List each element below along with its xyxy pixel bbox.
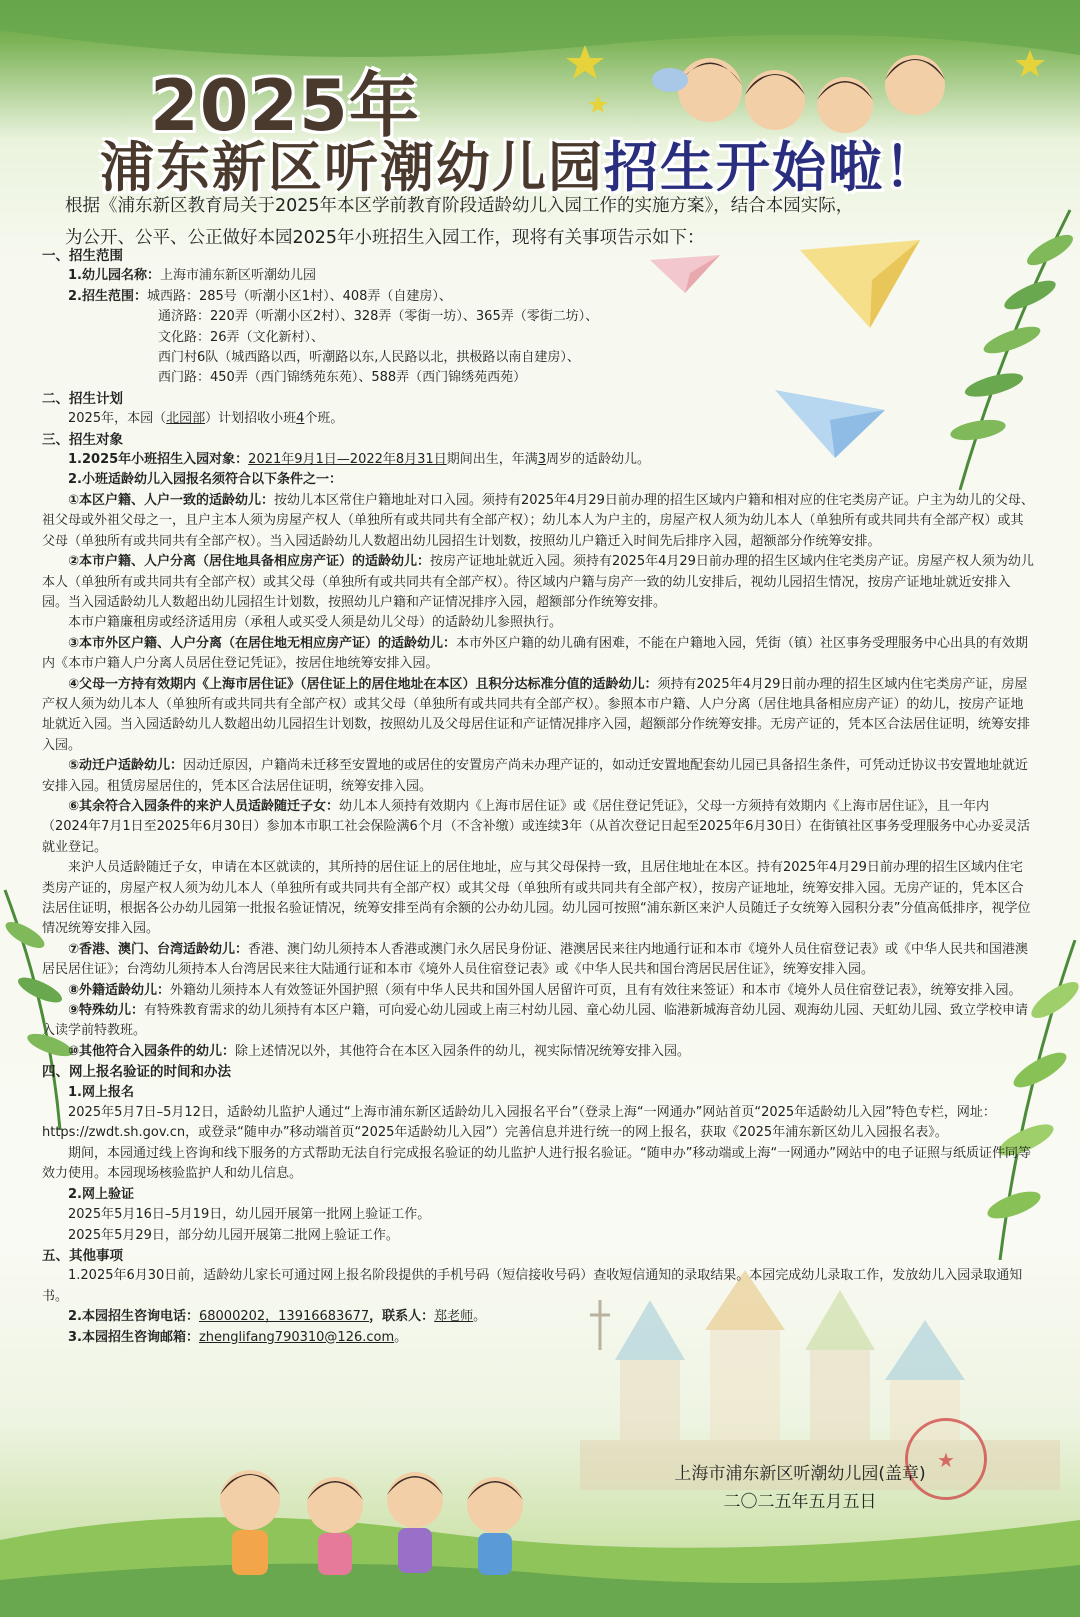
condition-7 [42,940,1034,981]
section-heading-plan: 二、招生计划 [42,390,123,407]
contact-email [42,1328,1034,1348]
signature-date: 二〇二五年五月五日 [723,1492,877,1512]
condition-text: 除上述情况以外，其他符合在本区入园条件的幼儿，视实际情况统筹安排入园。 [235,1043,691,1059]
section-heading-online: 四、网上报名验证的时间和办法 [42,1064,231,1081]
range-label: 2.招生范围： [68,288,147,304]
intro-line-2: 为公开、公平、公正做好本园2025年小班招生入园工作，现将有关事项告示如下： [65,228,705,248]
condition-10 [42,1042,1034,1062]
condition-text: 须持有2025年4月29日前办理的招生区域内住宅类房产证，房屋产权人须为幼儿本人（单独所有或共同共有全部产权）或其父母（单独所有或共同共有全部产权）。参照本市户籍、人户分离（居住地具备相应房产证）的幼儿，按房产证地址就近入园。当入园适龄幼儿人数超出幼儿园招生计划数，按照幼儿及父母居住证和产证情况排序入园，超额部分作统筹安排。无房产证的，凭本区合法居住证明，统筹安排入园。 [42,676,1031,753]
condition-title: ⑤动迁户适龄幼儿： [68,758,184,774]
online-registration-label: 1.网上报名 [68,1084,134,1100]
condition-title: ④父母一方持有效期内《上海市居住证》（居住证上的居住地址在本区）且积分达标准分值的适龄幼儿： [68,676,658,692]
children-cartoon-bottom [200,1460,560,1590]
seal-star-icon: ★ [937,1448,955,1472]
condition-title: ①本区户籍、人户一致的适龄幼儿： [68,492,275,508]
condition-3 [42,634,1034,675]
plan-text [42,409,1034,429]
condition-title: ③本市外区户籍、人户分离（在居住地无相应房产证）的适龄幼儿： [68,635,457,651]
children-cartoon-top [650,30,980,140]
target-age-years: 3 [537,452,546,468]
title-enrollment: 招生开始啦！ [604,136,940,199]
star-icon [566,45,604,79]
kindergarten-name [42,266,1034,286]
condition-text: 香港、澳门幼儿须持本人香港或澳门永久居民身份证、港澳居民来往内地通行证和本市《境外人员住宿登记表》或《中华人民共和国港澳居民居住证》；台湾幼儿须持本人台湾居民来往大陆通行证和本市《境外人员住宿登记表》或《中华人民共和国台湾居民居住证》，统筹安排入园。 [42,941,1029,978]
condition-text: 因动迁原因，户籍尚未迁移至安置地的或居住的安置房产尚未办理产证的，如动迁安置地配套幼儿园已具备招生条件，可凭动迁协议书安置地址就近安排入园。租赁房屋居住的，凭本区合法居住证明，统筹安排入园。 [42,758,1029,794]
range-line: 西门路：450弄（西门锦绣苑东苑）、588弄（西门锦绣苑西苑） [158,370,527,386]
condition-title: ⑧外籍适龄幼儿： [68,982,171,998]
plan-campus: 北园部 [166,411,206,427]
contact-email-label: 3.本园招生咨询邮箱： [68,1329,199,1345]
contact-phone-numbers[interactable]: 68000202，13916683677 [198,1309,370,1325]
plan-text-part: 个班。 [304,411,344,427]
condition-4 [42,675,1034,757]
contact-phone [42,1307,1034,1327]
intro-line-1: 根据《浦东新区教育局关于2025年本区学前教育阶段适龄幼儿入园工作的实施方案》，结合本园实际， [65,196,854,216]
notice-body [42,246,1034,1348]
condition-title: ②本市户籍、人户分离（居住地具备相应房产证）的适龄幼儿： [68,554,431,570]
star-icon [1015,50,1045,77]
condition-title: ⑩其他符合入园条件的幼儿： [68,1043,236,1059]
condition-6-extra: 来沪人员适龄随迁子女，申请在本区就读的，其所持的居住证上的居住地址，应与其父母保持一致，且居住地址在本区。持有2025年4月29日前办理的招生区域内住宅类房产证的，房屋产权人须为幼儿本人（单独所有或共同共有全部产权）或其父母（单独所有或共同共有全部产权），按房产证地址，统筹安排入园。无房产证的，凭本区合法居住证明，根据各公办幼儿园第一批报名验证情况，统筹安排至尚有余额的公办幼儿园。幼儿园可按照“浦东新区来沪人员随迁子女统筹入园积分表”分值高低排序，视学位情况统筹安排入园。 [42,860,1031,937]
condition-title: ⑦香港、澳门、台湾适龄幼儿： [68,941,249,957]
kindergarten-name-value: 上海市浦东新区听潮幼儿园 [159,268,316,284]
range-value: 城西路：285号（听潮小区1村）、408弄（自建房）、 [146,288,452,304]
condition-5 [42,756,1034,797]
star-icon [588,95,608,113]
condition-text: 幼儿本人须持有效期内《上海市居住证》或《居住登记凭证》，父母一方须持有效期内《上海市居住证》，且一年内（2024年7月1日至2025年6月30日）参加本市职工社会保险满6个月（不含补缴）或连续3年（从首次登记日起至2025年6月30日）在街镇社区事务受理服务中心办妥灵活就业登记。 [42,798,1030,855]
title-kindergarten: 浦东新区听潮幼儿园 [100,136,604,199]
condition-text: 本市外区户籍的幼儿确有困难，不能在户籍地入园，凭街（镇）社区事务受理服务中心出具的有效期内《本市户籍人户分离人员居住登记凭证》，按居住地统筹安排入园。 [42,635,1029,672]
contact-email-address[interactable]: zhenglifang790310@126.com [198,1329,395,1345]
condition-2-extra: 本市户籍廉租房或经济适用房（承租人或买受人须是幼儿父母）的适龄幼儿参照执行。 [68,615,563,631]
signature [650,1460,950,1516]
condition-1 [42,491,1034,552]
plan-text-part: ）计划招收小班 [205,411,297,427]
admission-result-text: 1.2025年6月30日前，适龄幼儿家长可通过网上报名阶段提供的手机号码（短信接收号码）查收短信通知的录取结果。本园完成幼儿录取工作，发放幼儿入园录取通知书。 [42,1268,1023,1304]
target-age-text: 周岁的适龄幼儿。 [546,452,651,468]
plan-text-part: 2025年，本园（ [68,411,167,427]
range-line: 文化路：26弄（文化新村）、 [158,329,325,345]
contact-email-end: 。 [394,1329,408,1345]
section-heading-scope: 一、招生范围 [42,248,123,264]
online-registration-text: 2025年5月7日–5月12日，适龄幼儿监护人通过“上海市浦东新区适龄幼儿入园报名平台”（登录上海“一网通办”网站首页“2025年适龄幼儿入园”特色专栏，网址：https://zwdt.sh.gov.cn，或登录“随申办”移动端首页“2025年适龄幼儿入园”）完善信息并进行统一的网上报名，获取《2025年浦东新区幼儿入园报名表》。 [42,1105,996,1141]
online-assistance-text: 期间，本园通过线上咨询和线下服务的方式帮助无法自行完成报名验证的幼儿监护人进行报名验证。“随申办”移动端或上海“一网通办”网站中的电子证照与纸质证件同等效力使用。本园现场核验监护人和幼儿信息。 [42,1145,1031,1182]
verification-batch-2: 2025年5月29日，部分幼儿园开展第二批网上验证工作。 [68,1227,399,1243]
contact-phone-label: 2.本园招生咨询电话： [68,1309,199,1325]
range-line: 通济路：220弄（听潮小区2村）、328弄（零街一坊）、365弄（零街二坊）、 [158,309,599,325]
condition-title: ⑥其余符合入园条件的来沪人员适龄随迁子女： [68,798,340,814]
range-line: 西门村6队（城西路以西，听潮路以东,人民路以北，拱极路以南自建房）、 [158,350,580,366]
verification-batch-1: 2025年5月16日–5月19日，幼儿园开展第一批网上验证工作。 [68,1207,431,1223]
section-heading-other: 五、其他事项 [42,1247,123,1264]
signature-org: 上海市浦东新区听潮幼儿园(盖章) [674,1464,926,1484]
condition-6 [42,797,1034,858]
kindergarten-name-label: 1.幼儿园名称： [68,268,160,284]
section-heading-targets: 三、招生对象 [42,431,123,448]
plan-class-count: 4 [296,411,305,427]
range-line [42,287,1034,307]
condition-9 [42,1001,1034,1042]
contact-person: 郑老师 [434,1309,474,1325]
contact-person-label: ，联系人： [369,1309,435,1325]
condition-8 [42,981,1034,1001]
year-title: 2025年 [150,65,420,147]
condition-2 [42,552,1034,613]
condition-text: 按房产证地址就近入园。须持有2025年4月29日前办理的招生区域内住宅类房产证。房屋产权人须为幼儿本人（单独所有或共同共有全部产权）或其父母（单独所有或共同共有全部产权）。待区域内户籍与房产一致的幼儿安排后，视幼儿园招生情况，按房产证地址就近安排入园。当入园适龄幼儿人数超出幼儿园招生计划数，按照幼儿户籍和产证情况排序入园，超额部分作统筹安排。 [42,554,1034,610]
target-birth-dates: 2021年9月1日—2022年8月31日 [248,452,447,468]
condition-text: 按幼儿本区常住户籍地址对口入园。须持有2025年4月29日前办理的招生区域内户籍和相对应的住宅类房产证。户主为幼儿的父母、祖父母或外祖父母之一，且户主本人须为房屋产权人（单独所有或共同共有全部产权）；幼儿本人为户主的，房屋产权人须为幼儿本人（单独所有或共同共有全部产权）或其父母（单独所有或共同共有全部产权）。当入园适龄幼儿人数超出幼儿园招生计划数，按照幼儿户籍迁入时间先后排序入园，超额部分作统筹安排。 [42,492,1034,549]
intro [65,190,1025,254]
target-age [42,450,1034,470]
online-verification-label: 2.网上验证 [68,1186,134,1202]
target-age-label: 1.2025年小班招生入园对象： [68,452,249,468]
conditions-label: 2.小班适龄幼儿入园报名须符合以下条件之一： [68,472,342,488]
condition-text: 外籍幼儿须持本人有效签证外国护照（须有中华人民共和国外国人居留许可页，且有有效往来签证）和本市《境外人员住宿登记表》，统筹安排入园。 [170,982,1022,998]
condition-title: ⑨特殊幼儿： [68,1003,145,1019]
condition-text: 有特殊教育需求的幼儿须持有本区户籍，可向爱心幼儿园或上南三村幼儿园、童心幼儿园、临港新城海音幼儿园、观海幼儿园、天虹幼儿园、致立学校申请入读学前特教班。 [42,1003,1029,1039]
contact-phone-end: 。 [473,1309,487,1325]
target-age-text: 期间出生，年满 [446,452,538,468]
